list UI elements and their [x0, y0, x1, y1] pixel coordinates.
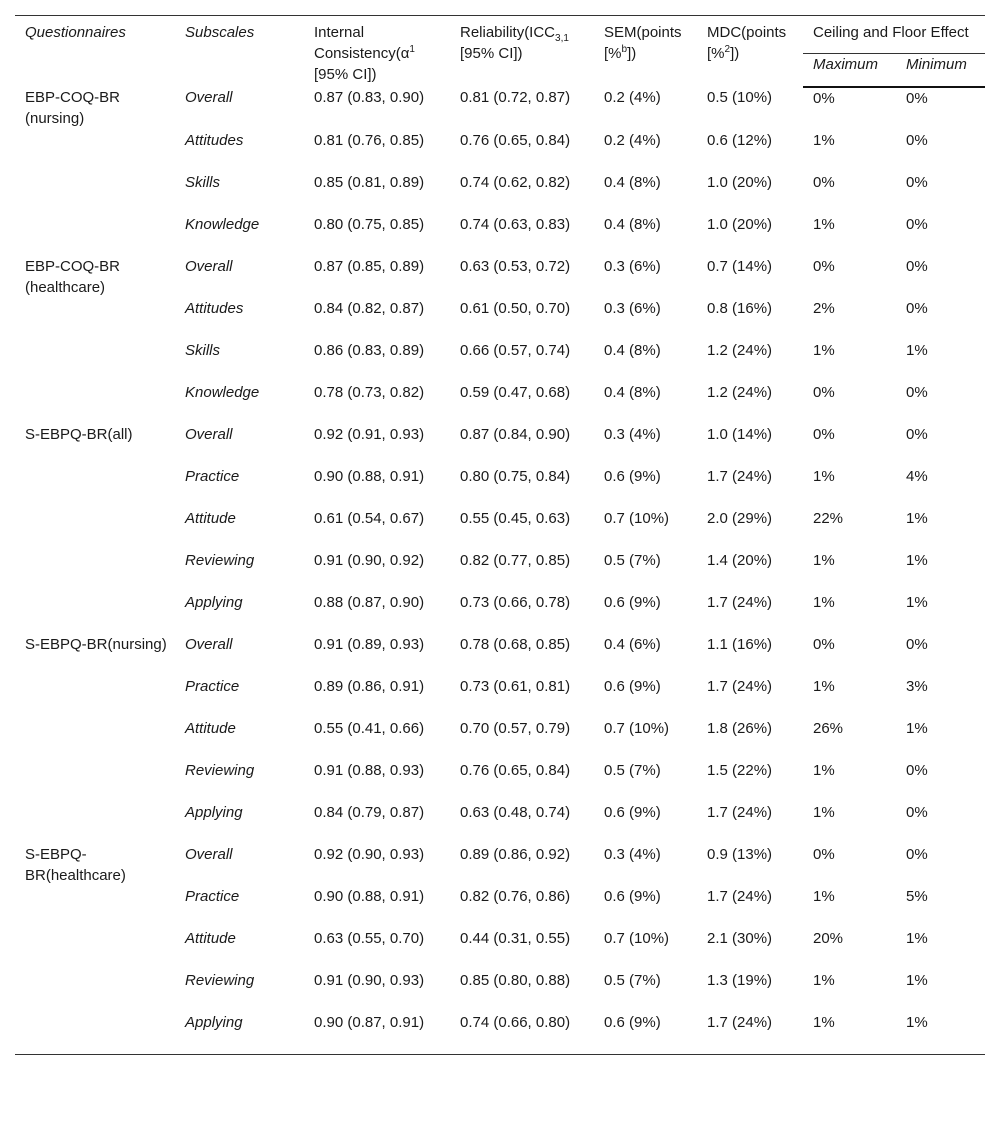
questionnaire-cell — [15, 676, 175, 718]
sem-cell: 0.4 (8%) — [604, 384, 661, 401]
mdc-cell: 1.7 (24%) — [707, 804, 773, 821]
sem-cell: 0.6 (9%) — [604, 468, 661, 485]
questionnaire-cell — [15, 760, 175, 802]
table-header — [15, 16, 985, 88]
internal-consistency-cell: 0.92 (0.91, 0.93) — [314, 426, 425, 443]
questionnaire-cell: EBP-COQ-BR (nursing) — [25, 89, 121, 127]
floor-minimum-cell: 1% — [906, 342, 928, 359]
table-row — [15, 424, 985, 466]
reliability-cell: 0.44 (0.31, 0.55) — [460, 930, 571, 947]
ceiling-maximum-cell: 0% — [813, 636, 835, 653]
internal-consistency-cell: 0.92 (0.90, 0.93) — [314, 846, 425, 863]
floor-minimum-cell: 0% — [906, 300, 928, 317]
header-subscales: Subscales — [185, 24, 255, 41]
header-ceiling-floor: Ceiling and Floor Effect — [803, 16, 985, 54]
questionnaire-cell — [15, 466, 175, 508]
sem-cell: 0.2 (4%) — [604, 132, 661, 149]
sem-cell: 0.6 (9%) — [604, 804, 661, 821]
internal-consistency-cell: 0.80 (0.75, 0.85) — [314, 216, 425, 233]
reliability-cell: 0.78 (0.68, 0.85) — [460, 636, 571, 653]
ceiling-maximum-cell: 1% — [813, 468, 835, 485]
internal-consistency-cell: 0.91 (0.88, 0.93) — [314, 762, 425, 779]
reliability-cell: 0.82 (0.77, 0.85) — [460, 552, 571, 569]
subscale-cell: Overall — [185, 636, 233, 653]
ceiling-maximum-cell: 20% — [813, 930, 844, 947]
ceiling-maximum-cell: 26% — [813, 720, 844, 737]
floor-minimum-cell: 0% — [906, 90, 928, 107]
internal-consistency-cell: 0.84 (0.79, 0.87) — [314, 804, 425, 821]
reliability-cell: 0.82 (0.76, 0.86) — [460, 888, 571, 905]
internal-consistency-cell: 0.85 (0.81, 0.89) — [314, 174, 425, 191]
reliability-cell: 0.73 (0.61, 0.81) — [460, 678, 571, 695]
reliability-cell: 0.89 (0.86, 0.92) — [460, 846, 571, 863]
table-row — [15, 466, 985, 508]
floor-minimum-cell: 1% — [906, 552, 928, 569]
sem-cell: 0.5 (7%) — [604, 972, 661, 989]
questionnaire-cell — [15, 382, 175, 424]
questionnaire-cell — [15, 592, 175, 634]
internal-consistency-cell: 0.61 (0.54, 0.67) — [314, 510, 425, 527]
subscale-cell: Practice — [185, 678, 240, 695]
sem-cell: 0.3 (6%) — [604, 258, 661, 275]
subscale-cell: Applying — [185, 1014, 243, 1031]
reliability-cell: 0.73 (0.66, 0.78) — [460, 594, 571, 611]
table-row — [15, 130, 985, 172]
floor-minimum-cell: 0% — [906, 426, 928, 443]
reliability-cell: 0.55 (0.45, 0.63) — [460, 510, 571, 527]
internal-consistency-cell: 0.90 (0.88, 0.91) — [314, 888, 425, 905]
table-row — [15, 844, 985, 886]
ceiling-maximum-cell: 1% — [813, 132, 835, 149]
subscale-cell: Attitude — [185, 510, 236, 527]
reliability-cell: 0.61 (0.50, 0.70) — [460, 300, 571, 317]
reliability-cell: 0.59 (0.47, 0.68) — [460, 384, 571, 401]
mdc-cell: 1.7 (24%) — [707, 888, 773, 905]
mdc-cell: 0.9 (13%) — [707, 846, 773, 863]
mdc-cell: 1.7 (24%) — [707, 1014, 773, 1031]
sem-cell: 0.7 (10%) — [604, 510, 670, 527]
sem-cell: 0.6 (9%) — [604, 888, 661, 905]
questionnaire-cell: S-EBPQ-BR(all) — [25, 426, 133, 443]
floor-minimum-cell: 1% — [906, 972, 928, 989]
mdc-cell: 0.5 (10%) — [707, 89, 773, 106]
mdc-cell: 1.0 (14%) — [707, 426, 773, 443]
internal-consistency-cell: 0.87 (0.85, 0.89) — [314, 258, 425, 275]
subscale-cell: Overall — [185, 846, 233, 863]
floor-minimum-cell: 4% — [906, 468, 928, 485]
ceiling-maximum-cell: 1% — [813, 678, 835, 695]
questionnaire-cell — [15, 886, 175, 928]
subscale-cell: Attitude — [185, 720, 236, 737]
mdc-cell: 1.7 (24%) — [707, 594, 773, 611]
table-row — [15, 928, 985, 970]
table-row — [15, 1012, 985, 1055]
floor-minimum-cell: 0% — [906, 174, 928, 191]
table-row — [15, 592, 985, 634]
questionnaire-cell — [15, 172, 175, 214]
sem-cell: 0.5 (7%) — [604, 552, 661, 569]
table-row — [15, 550, 985, 592]
internal-consistency-cell: 0.88 (0.87, 0.90) — [314, 594, 425, 611]
internal-consistency-cell: 0.90 (0.88, 0.91) — [314, 468, 425, 485]
questionnaire-cell — [15, 802, 175, 844]
reliability-cell: 0.63 (0.48, 0.74) — [460, 804, 571, 821]
table-row — [15, 172, 985, 214]
floor-minimum-cell: 0% — [906, 132, 928, 149]
questionnaire-cell — [15, 718, 175, 760]
questionnaire-cell — [15, 214, 175, 256]
subscale-cell: Overall — [185, 426, 233, 443]
reliability-cell: 0.66 (0.57, 0.74) — [460, 342, 571, 359]
sem-cell: 0.3 (4%) — [604, 426, 661, 443]
internal-consistency-cell: 0.78 (0.73, 0.82) — [314, 384, 425, 401]
questionnaire-cell — [15, 508, 175, 550]
ceiling-maximum-cell: 1% — [813, 972, 835, 989]
subscale-cell: Reviewing — [185, 552, 255, 569]
subscale-cell: Overall — [185, 89, 233, 106]
mdc-cell: 1.1 (16%) — [707, 636, 773, 653]
ceiling-maximum-cell: 0% — [813, 426, 835, 443]
table-row — [15, 760, 985, 802]
sem-cell: 0.3 (4%) — [604, 846, 661, 863]
table-body — [15, 87, 985, 1055]
subscale-cell: Overall — [185, 258, 233, 275]
ceiling-maximum-cell: 0% — [813, 384, 835, 401]
table-row — [15, 382, 985, 424]
mdc-cell: 1.2 (24%) — [707, 384, 773, 401]
ceiling-maximum-cell: 1% — [813, 552, 835, 569]
mdc-cell: 1.2 (24%) — [707, 342, 773, 359]
internal-consistency-cell: 0.91 (0.90, 0.93) — [314, 972, 425, 989]
reliability-cell: 0.74 (0.66, 0.80) — [460, 1014, 571, 1031]
reliability-cell: 0.87 (0.84, 0.90) — [460, 426, 571, 443]
mdc-cell: 1.7 (24%) — [707, 468, 773, 485]
table-row — [15, 256, 985, 298]
sem-cell: 0.6 (9%) — [604, 594, 661, 611]
reliability-cell: 0.76 (0.65, 0.84) — [460, 132, 571, 149]
questionnaire-cell — [15, 1012, 175, 1055]
sem-cell: 0.3 (6%) — [604, 300, 661, 317]
ceiling-maximum-cell: 0% — [813, 174, 835, 191]
table-row — [15, 508, 985, 550]
mdc-cell: 0.6 (12%) — [707, 132, 773, 149]
internal-consistency-cell: 0.84 (0.82, 0.87) — [314, 300, 425, 317]
reliability-cell: 0.76 (0.65, 0.84) — [460, 762, 571, 779]
header-internal-consistency: Internal $Consistency(\alpha^1$ [95% CI]) — [314, 24, 415, 83]
sem-cell: 0.5 (7%) — [604, 762, 661, 779]
reliability-cell: 0.81 (0.72, 0.87) — [460, 89, 571, 106]
subscale-cell: Knowledge — [185, 384, 260, 401]
subscale-cell: Reviewing — [185, 762, 255, 779]
table-row — [15, 87, 985, 130]
floor-minimum-cell: 0% — [906, 216, 928, 233]
internal-consistency-cell: 0.90 (0.87, 0.91) — [314, 1014, 425, 1031]
header-reliability: $Reliability(ICC_{3,1}$ [95% CI]) — [460, 24, 569, 62]
ceiling-maximum-cell: 1% — [813, 1014, 835, 1031]
questionnaire-cell — [15, 928, 175, 970]
floor-minimum-cell: 5% — [906, 888, 928, 905]
questionnaire-cell: EBP-COQ-BR (healthcare) — [25, 258, 121, 296]
reliability-cell: 0.63 (0.53, 0.72) — [460, 258, 571, 275]
ceiling-maximum-cell: 1% — [813, 888, 835, 905]
table-row — [15, 802, 985, 844]
floor-minimum-cell: 0% — [906, 258, 928, 275]
floor-minimum-cell: 0% — [906, 804, 928, 821]
sem-cell: 0.4 (8%) — [604, 216, 661, 233]
subscale-cell: Skills — [185, 174, 221, 191]
floor-minimum-cell: 0% — [906, 636, 928, 653]
floor-minimum-cell: 0% — [906, 762, 928, 779]
floor-minimum-cell: 1% — [906, 720, 928, 737]
mdc-cell: 1.0 (20%) — [707, 174, 773, 191]
header-maximum: Maximum — [803, 53, 896, 87]
internal-consistency-cell: 0.89 (0.86, 0.91) — [314, 678, 425, 695]
results-table — [15, 15, 985, 1055]
internal-consistency-cell: 0.81 (0.76, 0.85) — [314, 132, 425, 149]
header-mdc: MDC(points [%$^2$]) — [707, 24, 787, 62]
header-questionnaires: Questionnaires — [25, 24, 126, 41]
questionnaire-cell: S-EBPQ-BR(healthcare) — [25, 846, 126, 884]
internal-consistency-cell: 0.87 (0.83, 0.90) — [314, 89, 425, 106]
mdc-cell: 1.3 (19%) — [707, 972, 773, 989]
ceiling-maximum-cell: 1% — [813, 594, 835, 611]
subscale-cell: Practice — [185, 888, 240, 905]
floor-minimum-cell: 3% — [906, 678, 928, 695]
ceiling-maximum-cell: 0% — [813, 90, 835, 107]
subscale-cell: Applying — [185, 804, 243, 821]
table-row — [15, 298, 985, 340]
sem-cell: 0.7 (10%) — [604, 930, 670, 947]
internal-consistency-cell: 0.91 (0.90, 0.92) — [314, 552, 425, 569]
floor-minimum-cell: 1% — [906, 930, 928, 947]
ceiling-maximum-cell: 2% — [813, 300, 835, 317]
ceiling-maximum-cell: 0% — [813, 258, 835, 275]
mdc-cell: 1.7 (24%) — [707, 678, 773, 695]
table-row — [15, 886, 985, 928]
sem-cell: 0.6 (9%) — [604, 678, 661, 695]
sem-cell: 0.4 (8%) — [604, 174, 661, 191]
table-row — [15, 718, 985, 760]
header-minimum: Minimum — [896, 53, 985, 87]
subscale-cell: Attitudes — [185, 132, 244, 149]
mdc-cell: 0.8 (16%) — [707, 300, 773, 317]
subscale-cell: Knowledge — [185, 216, 260, 233]
ceiling-maximum-cell: 1% — [813, 342, 835, 359]
ceiling-maximum-cell: 1% — [813, 216, 835, 233]
sem-cell: 0.2 (4%) — [604, 89, 661, 106]
internal-consistency-cell: 0.91 (0.89, 0.93) — [314, 636, 425, 653]
subscale-cell: Practice — [185, 468, 240, 485]
mdc-cell: 0.7 (14%) — [707, 258, 773, 275]
mdc-cell: 1.8 (26%) — [707, 720, 773, 737]
table-row — [15, 634, 985, 676]
subscale-cell: Skills — [185, 342, 221, 359]
reliability-cell: 0.85 (0.80, 0.88) — [460, 972, 571, 989]
sem-cell: 0.4 (8%) — [604, 342, 661, 359]
reliability-cell: 0.74 (0.63, 0.83) — [460, 216, 571, 233]
questionnaire-cell — [15, 550, 175, 592]
mdc-cell: 1.5 (22%) — [707, 762, 773, 779]
table-row — [15, 676, 985, 718]
sem-cell: 0.6 (9%) — [604, 1014, 661, 1031]
reliability-cell: 0.74 (0.62, 0.82) — [460, 174, 571, 191]
table-row — [15, 214, 985, 256]
ceiling-maximum-cell: 0% — [813, 846, 835, 863]
reliability-cell: 0.70 (0.57, 0.79) — [460, 720, 571, 737]
ceiling-maximum-cell: 22% — [813, 510, 844, 527]
reliability-cell: 0.80 (0.75, 0.84) — [460, 468, 571, 485]
subscale-cell: Attitude — [185, 930, 236, 947]
table-row — [15, 340, 985, 382]
internal-consistency-cell: 0.63 (0.55, 0.70) — [314, 930, 425, 947]
floor-minimum-cell: 1% — [906, 594, 928, 611]
floor-minimum-cell: 1% — [906, 1014, 928, 1031]
internal-consistency-cell: 0.86 (0.83, 0.89) — [314, 342, 425, 359]
questionnaire-cell: S-EBPQ-BR(nursing) — [25, 636, 167, 653]
sem-cell: 0.7 (10%) — [604, 720, 670, 737]
subscale-cell: Applying — [185, 594, 243, 611]
sem-cell: 0.4 (6%) — [604, 636, 661, 653]
mdc-cell: 1.0 (20%) — [707, 216, 773, 233]
questionnaire-cell — [15, 970, 175, 1012]
internal-consistency-cell: 0.55 (0.41, 0.66) — [314, 720, 425, 737]
floor-minimum-cell: 1% — [906, 510, 928, 527]
questionnaire-cell — [15, 298, 175, 340]
floor-minimum-cell: 0% — [906, 384, 928, 401]
mdc-cell: 2.0 (29%) — [707, 510, 773, 527]
questionnaire-cell — [15, 130, 175, 172]
subscale-cell: Attitudes — [185, 300, 244, 317]
mdc-cell: 1.4 (20%) — [707, 552, 773, 569]
floor-minimum-cell: 0% — [906, 846, 928, 863]
ceiling-maximum-cell: 1% — [813, 804, 835, 821]
mdc-cell: 2.1 (30%) — [707, 930, 773, 947]
table-row — [15, 970, 985, 1012]
ceiling-maximum-cell: 1% — [813, 762, 835, 779]
header-sem: SEM(points [%$^b$]) — [604, 24, 682, 62]
questionnaire-cell — [15, 340, 175, 382]
subscale-cell: Reviewing — [185, 972, 255, 989]
